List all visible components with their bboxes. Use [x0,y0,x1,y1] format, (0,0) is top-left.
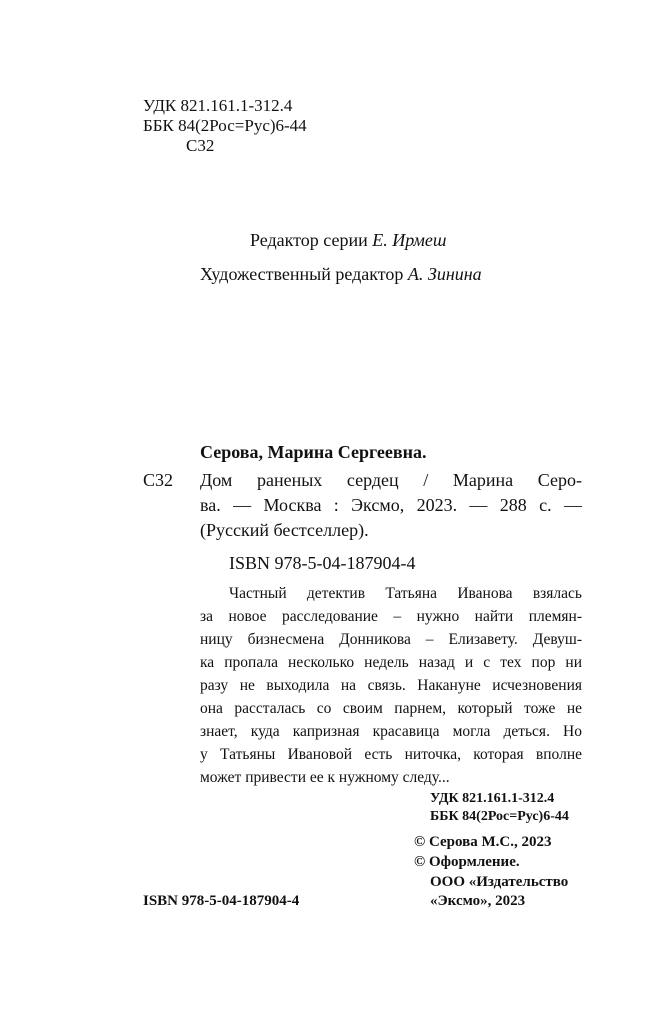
footer-bbk-code: ББК 84(2Рос=Рус)6-44 [430,809,569,824]
annotation-line-2: за новое расследование – нужно найти племян- [200,608,582,625]
annotation-line-6: она рассталась со своим парнем, который тоже не [200,700,582,717]
copyright-publisher-1: ООО «Издательство [430,874,569,890]
record-author-mark: С32 [143,470,174,490]
bbk-code: ББК 84(2Рос=Рус)6-44 [143,116,307,135]
record-line-1: Дом раненых сердец / Марина Серо- [200,470,582,490]
art-editor-name: А. Зинина [407,264,482,284]
record-line-2: ва. — Москва : Эксмо, 2023. — 288 с. — [200,495,582,515]
record-line-3: (Русский бестселлер). [200,520,369,540]
copyright-design: © Оформление. [414,854,520,870]
udk-code: УДК 821.161.1-312.4 [143,96,293,115]
footer-isbn: ISBN 978-5-04-187904-4 [143,893,300,909]
art-editor-label: Художественный редактор [200,264,404,284]
series-editor-label: Редактор серии [250,230,368,250]
annotation-line-1: Частный детектив Татьяна Иванова взялась [229,585,582,602]
footer-udk-code: УДК 821.161.1-312.4 [430,791,555,806]
annotation-line-5: разу не выходила на связь. Накануне исчезновения [200,677,582,694]
art-editor-line [200,263,482,285]
annotation-line-4: ка пропала несколько недель назад и с тех пор ни [200,654,582,671]
annotation-line-9: может привести ее к нужному следу... [200,769,450,786]
copyright-publisher-2: «Эксмо», 2023 [430,893,526,909]
record-isbn: ISBN 978-5-04-187904-4 [229,553,416,573]
annotation-line-3: ницу бизнесмена Донникова – Елизавету. Девуш- [200,631,582,648]
annotation-line-7: знает, куда капризная красавица могла деться. Но [200,723,582,740]
record-author: Серова, Марина Сергеевна. [200,442,427,462]
annotation-line-8: у Татьяны Ивановой есть ниточка, которая вполне [200,746,582,763]
copyright-author: © Серова М.С., 2023 [414,834,552,850]
series-editor-line [250,229,446,251]
author-mark: С32 [186,136,215,155]
series-editor-name: Е. Ирмеш [372,230,447,250]
